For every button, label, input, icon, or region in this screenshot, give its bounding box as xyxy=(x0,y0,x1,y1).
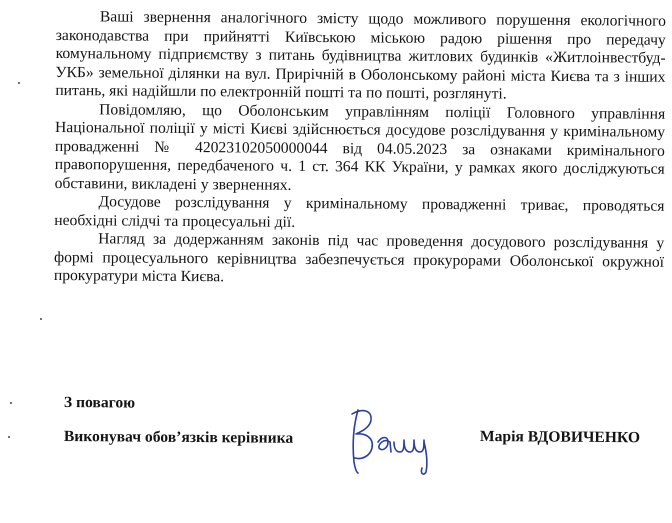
paragraph-investigation: Повідомляю, що Оболонським управлінням поліції Головного управління Національної поліції у місті Києві здійснюється досудове розслідування у кримінальному провадженні № 42023102050000044 від 04.05.2023 за ознаками кримінального правопорушення, передбаченого ч. 1 ст. 364 КК України, у рамках якого досліджуються обставини, викладені у зверненнях. xyxy=(54,100,666,194)
scan-speck xyxy=(18,82,20,84)
letter-body xyxy=(54,8,666,290)
signature-icon xyxy=(338,402,456,476)
signatory-name: Марія ВДОВИЧЕНКО xyxy=(479,428,641,447)
scan-speck xyxy=(8,436,10,438)
paragraph-appeal-reviewed: Ваші звернення аналогічного змісту щодо можливого порушення екологічного законодавства при прийнятті Київською міською радою рішення про передачу комунальному підприємству з питань будівництва житлових будинків «Житлоінвестбуд-УКБ» земельної ділянки на вул. Прирічній в Оболонському районі міста Києва та з інших питань, які надійшли по електронній пошті та по пошті, розглянуті. xyxy=(55,8,666,103)
paragraph-ongoing: Досудове розслідування у кримінальному провадженні триває, проводяться необхідні слідчі та процесуальні дії. xyxy=(54,193,665,231)
signatory-title: Виконувач обов’язків керівника xyxy=(63,428,294,447)
paragraph-supervision: Нагляд за додержанням законів під час проведення досудового розслідування у формі процесуального керівництва забезпечується прокурорами Оболонської окружної прокуратури міста Києва. xyxy=(53,230,665,286)
scan-speck xyxy=(10,402,12,404)
closing-phrase: З повагою xyxy=(63,394,136,412)
scan-speck xyxy=(40,318,42,320)
